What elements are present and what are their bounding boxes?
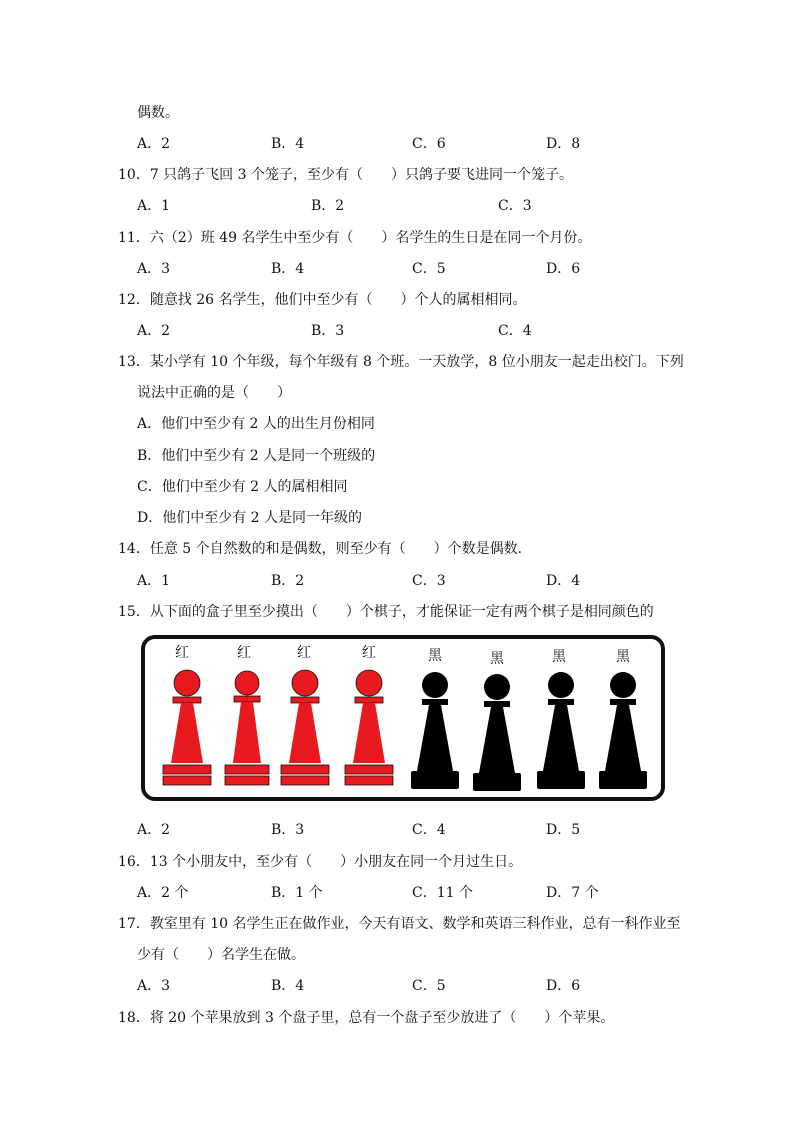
piece-label: 红 [237,645,251,661]
option: C．6 [412,136,446,152]
piece-label: 黑 [616,649,630,665]
question-18: 18．将 20 个苹果放到 3 个盘子里，总有一个盘子至少放进了（ ）个苹果。 [118,1010,615,1026]
red-pawn-icon [223,667,271,789]
option: C．他们中至少有 2 人的属相相同 [137,479,348,495]
piece-label: 黑 [552,649,566,665]
option: B．2 [311,198,345,214]
question-17-cont: 少有（ ）名学生在做。 [137,947,305,963]
option: C．5 [412,261,446,277]
piece-label: 黑 [490,651,504,667]
question-17: 17．教室里有 10 名学生正在做作业，今天有语文、数学和英语三科作业，总有一科作业至 [118,916,681,932]
option: B．3 [271,822,305,838]
option: C．4 [412,822,446,838]
option: D．7 个 [546,885,599,901]
option: A．2 [137,136,171,152]
option: A．1 [137,573,171,589]
option: C．5 [412,978,446,994]
question-12: 12．随意找 26 名学生，他们中至少有（ ）个人的属相相同。 [118,292,527,308]
option: B．4 [271,261,305,277]
question-13-cont: 说法中正确的是（ ） [137,385,291,401]
option: B．3 [311,323,345,339]
black-pawn-icon [469,669,525,793]
red-pawn-icon [341,665,397,789]
option: D．4 [546,573,581,589]
option: D．5 [546,822,581,838]
option: A．2 [137,323,171,339]
option: A．2 个 [137,885,189,901]
option: B．他们中至少有 2 人是同一个班级的 [137,448,376,464]
option: A．1 [137,198,171,214]
option: C．4 [498,323,532,339]
chess-piece-box [141,635,665,801]
red-pawn-icon [277,667,333,789]
piece-label: 红 [175,645,189,661]
option: A．3 [137,261,171,277]
option: C．11 个 [412,885,473,901]
text-line: 偶数。 [137,105,179,121]
red-pawn-icon [159,665,215,789]
piece-label: 红 [297,645,311,661]
question-11: 11．六（2）班 49 名学生中至少有（ ）名学生的生日是在同一个月份。 [118,230,592,246]
question-16: 16．13 个小朋友中，至少有（ ）小朋友在同一个月过生日。 [118,854,523,870]
question-13: 13．某小学有 10 个年级，每个年级有 8 个班。一天放学，8 位小朋友一起走出校门。下列 [118,354,684,370]
question-14: 14．任意 5 个自然数的和是偶数，则至少有（ ）个数是偶数． [118,541,532,557]
option: D．8 [546,136,581,152]
option: B．4 [271,978,305,994]
piece-label: 红 [362,645,376,661]
question-15: 15．从下面的盒子里至少摸出（ ）个棋子，才能保证一定有两个棋子是相同颜色的 [118,604,654,620]
black-pawn-icon [595,667,651,791]
option: D．6 [546,261,581,277]
piece-label: 黑 [428,648,442,664]
option: C．3 [412,573,446,589]
option: A．2 [137,822,171,838]
option: A．他们中至少有 2 人的出生月份相同 [137,416,375,432]
option: D．6 [546,978,581,994]
black-pawn-icon [407,667,463,791]
option: D．他们中至少有 2 人是同一年级的 [137,510,363,526]
option: B．2 [271,573,305,589]
option: B．1 个 [271,885,323,901]
option: B．4 [271,136,305,152]
option: A．3 [137,978,171,994]
black-pawn-icon [533,667,589,791]
option: C．3 [498,198,532,214]
question-10: 10．7 只鸽子飞回 3 个笼子，至少有（ ）只鸽子要飞进同一个笼子。 [118,167,573,183]
